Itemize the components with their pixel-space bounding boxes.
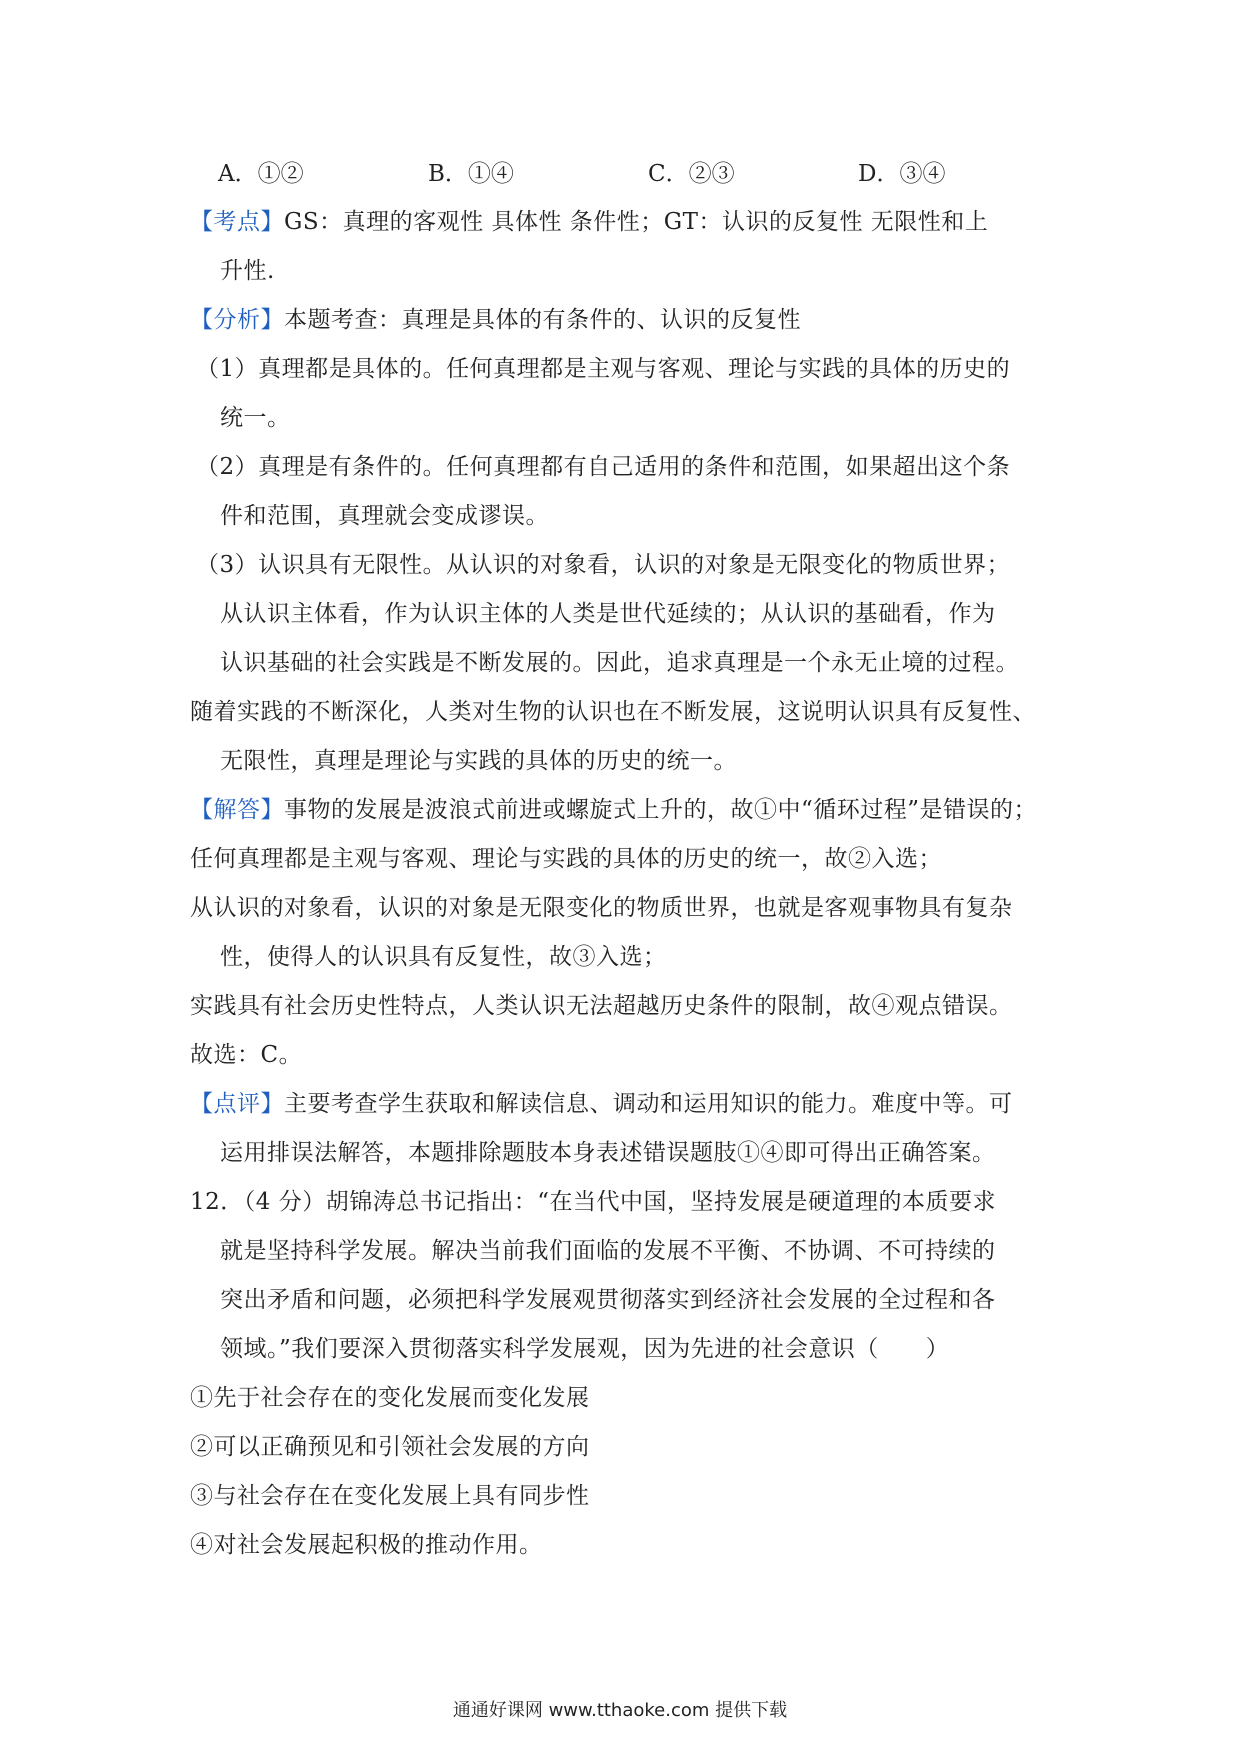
fenxi-p2-line-1: （2）真理是有条件的。任何真理都有自己适用的条件和范围，如果超出这个条 (196, 454, 1011, 480)
fenxi-p3-line-2: 从认识主体看，作为认识主体的人类是世代延续的；从认识的基础看，作为 (220, 601, 996, 627)
kaodian-tag: 【考点】 (190, 209, 284, 235)
jieda-line-2: 任何真理都是主观与客观、理论与实践的具体的历史的统一，故②入选； (190, 846, 942, 872)
fenxi-p4-line-2: 无限性，真理是理论与实践的具体的历史的统一。 (220, 748, 737, 774)
fenxi-tag: 【分析】 (190, 307, 284, 333)
dianping-text-1: 主要考查学生获取和解读信息、调动和运用知识的能力。难度中等。可 (284, 1091, 1013, 1117)
question12-line-4: 领域。”我们要深入贯彻落实科学发展观，因为先进的社会意识（ ） (220, 1336, 950, 1362)
jieda-text-1: 事物的发展是波浪式前进或螺旋式上升的，故①中“循环过程”是错误的； (284, 797, 1038, 823)
option-a: A．①② (218, 161, 304, 187)
kaodian-line-2: 升性. (220, 258, 275, 284)
fenxi-intro (190, 303, 801, 337)
kaodian-line-1 (190, 205, 988, 239)
fenxi-p4-line-1: 随着实践的不断深化，人类对生物的认识也在不断发展，这说明认识具有反复性、 (190, 699, 1036, 725)
fenxi-p3-line-3: 认识基础的社会实践是不断发展的。因此，追求真理是一个永无止境的过程。 (220, 650, 1019, 676)
question12-item-1: ①先于社会存在的变化发展而变化发展 (190, 1385, 590, 1411)
fenxi-p1-line-1: （1）真理都是具体的。任何真理都是主观与客观、理论与实践的具体的历史的 (196, 356, 1011, 382)
option-c: C．②③ (648, 161, 735, 187)
jieda-line-1 (190, 793, 1037, 827)
jieda-line-5: 实践具有社会历史性特点，人类认识无法超越历史条件的限制，故④观点错误。 (190, 993, 1013, 1019)
fenxi-p2-line-2: 件和范围，真理就会变成谬误。 (220, 503, 549, 529)
kaodian-text-1: GS：真理的客观性 具体性 条件性；GT：认识的反复性 无限性和上 (284, 209, 989, 235)
footer-source: 通通好课网 www.tthaoke.com 提供下载 (452, 1700, 788, 1721)
question12-item-4: ④对社会发展起积极的推动作用。 (190, 1532, 543, 1558)
dianping-line-1 (190, 1087, 1013, 1121)
jieda-line-6: 故选：C。 (190, 1042, 303, 1068)
jieda-line-3: 从认识的对象看，认识的对象是无限变化的物质世界，也就是客观事物具有复杂 (190, 895, 1013, 921)
fenxi-intro-text: 本题考查：真理是具体的有条件的、认识的反复性 (284, 307, 801, 333)
jieda-tag: 【解答】 (190, 797, 284, 823)
question12-line-3: 突出矛盾和问题，必须把科学发展观贯彻落实到经济社会发展的全过程和各 (220, 1287, 996, 1313)
fenxi-p1-line-2: 统一。 (220, 405, 291, 431)
option-b: B．①④ (428, 161, 514, 187)
question12-line-2: 就是坚持科学发展。解决当前我们面临的发展不平衡、不协调、不可持续的 (220, 1238, 996, 1264)
question12-item-2: ②可以正确预见和引领社会发展的方向 (190, 1434, 590, 1460)
question12-item-3: ③与社会存在在变化发展上具有同步性 (190, 1483, 590, 1509)
fenxi-p3-line-1: （3）认识具有无限性。从认识的对象看，认识的对象是无限变化的物质世界； (196, 552, 1011, 578)
dianping-line-2: 运用排误法解答，本题排除题肢本身表述错误题肢①④即可得出正确答案。 (220, 1140, 996, 1166)
option-d: D．③④ (858, 161, 946, 187)
jieda-line-4: 性，使得人的认识具有反复性，故③入选； (220, 944, 667, 970)
dianping-tag: 【点评】 (190, 1091, 284, 1117)
question12-line-1: 12．（4 分）胡锦涛总书记指出：“在当代中国，坚持发展是硬道理的本质要求 (190, 1189, 996, 1215)
